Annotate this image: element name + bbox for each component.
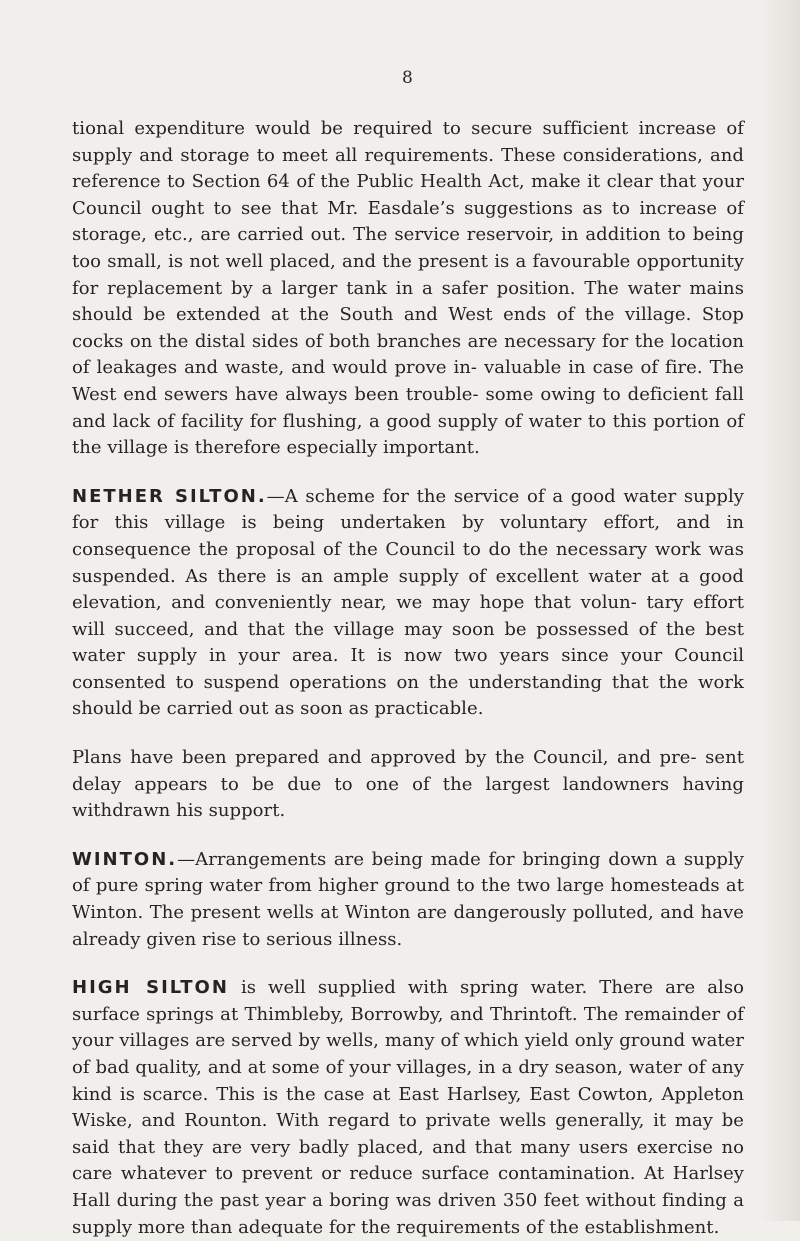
- paragraph-high-silton: [72, 975, 744, 1241]
- paragraph-expenditure: [72, 116, 744, 462]
- section-heading-high-silton: HIGH SILTON: [72, 977, 229, 999]
- paragraph-text: Plans have been prepared and approved by the Council, and pre- sent delay appears to be due to one of the largest landowners having withdrawn his support.: [72, 747, 744, 822]
- section-heading-winton: WINTON.: [72, 848, 178, 870]
- paragraph-text: —A scheme for the service of a good water supply for this village is being undertaken by voluntary effort, and in consequence the proposal of the Council to do the necessary work was suspended. As there is an ample supply of excellent water at a good elevation, and conveniently near, we may hope that volun- tary effort will succeed, and that the village may soon be possessed of the best water supply in your area. It is now two years since your Council consented to suspend operations on the understanding that the work should be carried out as soon as practicable.: [72, 485, 744, 720]
- paragraph-nether-silton: [72, 484, 744, 723]
- page-edge-shadow: [760, 0, 800, 1221]
- page-number: 8: [402, 68, 413, 88]
- paragraph-text: —Arrangements are being made for bringing down a supply of pure spring water from higher ground to the two large homesteads at Winton. The present wells at Winton are dangerously polluted, and have already given rise to serious illness.: [72, 848, 744, 950]
- paragraph-plans: [72, 745, 744, 825]
- body-text: [72, 116, 744, 1241]
- paragraph-text: tional expenditure would be required to secure sufficient increase of supply and storage to meet all requirements. These considerations, and reference to Section 64 of the Public Health Act, make it clear that your Council ought to see that Mr. Easdale’s suggestions as to increase of storage, etc., are carried out. The service reservoir, in addition to being too small, is not well placed, and the present is a favourable opportunity for replacement by a larger tank in a safer position. The water mains should be extended at the South and West ends of the village. Stop cocks on the distal sides of both branches are necessary for the location of leakages and waste, and would prove in- valuable in case of fire. The West end sewers have always been trouble- some owing to deficient fall and lack of facility for flushing, a good supply of water to this portion of the village is therefore especially important.: [72, 118, 744, 459]
- section-heading-nether-silton: NETHER SILTON.: [72, 485, 267, 507]
- paragraph-winton: [72, 847, 744, 953]
- paragraph-text: is well supplied with spring water. There are also surface springs at Thimbleby, Borrowby, and Thrintoft. The remainder of your villages are served by wells, many of which yield only ground water of bad quality, and at some of your villages, in a dry season, water of any kind is scarce. This is the case at East Harlsey, East Cowton, Appleton Wiske, and Rounton. With regard to private wells generally, it may be said that they are very badly placed, and that many users exercise no care whatever to prevent or reduce surface contamination. At Harlsey Hall during the past year a boring was driven 350 feet without finding a supply more than adequate for the requirements of the establishment.: [72, 977, 744, 1238]
